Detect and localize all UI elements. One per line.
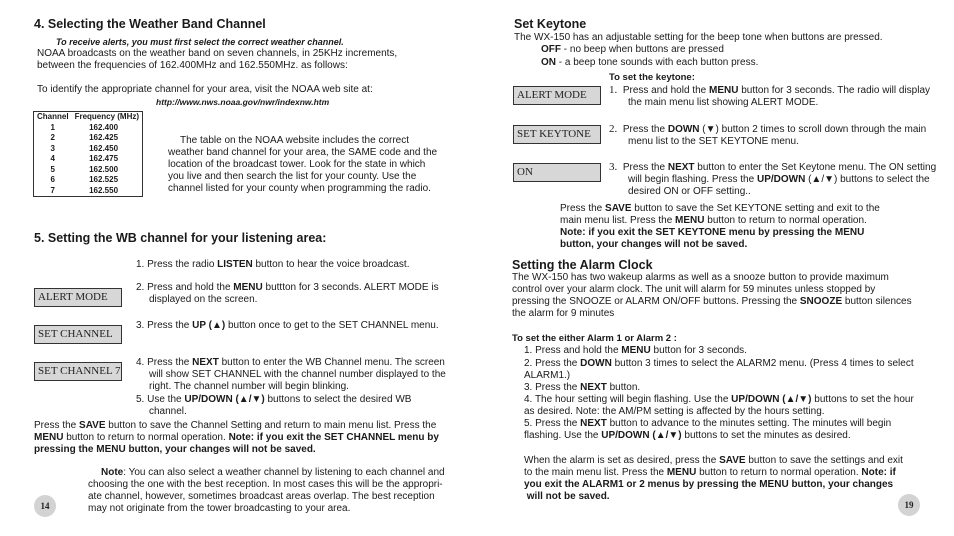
lcd-on: ON [513,163,601,182]
alert-note: To receive alerts, you must first select the correct weather channel. [56,37,344,47]
alarm-step-1: 1. Press and hold the MENU button for 3 seconds. [524,345,747,356]
lcd-alert-mode: ALERT MODE [513,86,601,105]
wb-step-5: 5. Use the UP/DOWN (▲/▼) buttons to select the desired WB channel. [136,394,412,417]
alarm-to-set: To set the either Alarm 1 or Alarm 2 : [512,333,677,344]
noaa-url-link[interactable]: http://www.nws.noaa.gov/nwr/indexnw.htm [156,97,330,107]
frequency-cell: 162.425 [89,133,119,142]
keytone-on-option: ON - a beep tone sounds with each button press. [541,57,759,68]
wb-step-2: 2. Press and hold the MENU buttton for 3 seconds. ALERT MODE is displayed on the screen. [136,282,439,305]
keytone-intro: The WX-150 has an adjustable setting for the beep tone when buttons are pressed. [514,32,883,43]
table-note: The table on the NOAA website includes the correct weather band channel for your area, the SAME code and the location of the broadcast tower. Look for the state in which you live and then search the list for your county. Use the channel listed for your county when programming the radio. [168,135,438,194]
channel-cell: 7 [50,185,55,195]
channel-cell: 6 [50,175,55,184]
channel-cell: 1 [50,122,55,132]
to-set-keytone: To set the keytone: [609,72,695,83]
table-row [34,175,143,186]
lcd-set-channel: SET CHANNEL [34,325,122,344]
keytone-save-paragraph: Press the SAVE button to save the Set KEYTONE setting and exit to the main menu list. Press the MENU button to return to normal operation. Note: if you exit the SET KEYTONE menu by pressing the MENU button, your changes will not be saved. [560,203,880,250]
frequency-cell: 162.550 [89,185,119,195]
alarm-heading: Setting the Alarm Clock [512,258,653,272]
section-5-heading: 5. Setting the WB channel for your listening area: [34,231,327,245]
wb-step-3: 3. Press the UP (▲) button once to get to the SET CHANNEL menu. [136,320,439,331]
keytone-step-3: 3. Press the NEXT button to enter the Set Keytone menu. The ON setting will begin flashing. Press the UP/DOWN (▲/▼) buttons to select the desired ON or OFF setting.. [609,161,937,197]
frequency-cell: 162.400 [89,122,119,132]
channel-cell: 3 [50,143,55,153]
alarm-step-5: 5. Press the NEXT button to advance to the minutes setting. The minutes will begin flashing. Use the UP/DOWN (▲/▼) buttons to set the minutes as desired. [524,418,892,441]
table-row [34,144,143,155]
table-row [34,186,143,197]
section-4-heading: 4. Selecting the Weather Band Channel [34,17,266,31]
channel-cell: 4 [50,154,55,163]
note-paragraph: Note: You can also select a weather channel by listening to each channel and choosing the one with the best reception. In most cases this will be the appropri-ate channel, however, sometimes broadcast areas overlap. The best reception may not originate from the tower broadcasting to your area. [88,467,445,514]
lcd-set-keytone: SET KEYTONE [513,125,601,144]
channel-cell: 2 [50,133,55,142]
keytone-off-option: OFF - no beep when buttons are pressed [541,44,724,55]
table-row [34,165,143,176]
wb-step-1: 1. Press the radio LISTEN button to hear the voice broadcast. [136,259,410,270]
keytone-step-1: 1. Press and hold the MENU button for 3 seconds. The radio will display the main menu list showing ALERT MODE. [609,84,931,108]
page-number-right: 19 [898,494,920,516]
channel-cell: 5 [50,164,55,174]
noaa-paragraph: NOAA broadcasts on the weather band on seven channels, in 25KHz increments, between the frequencies of 162.400MHz and 162.550MHz. as follows: [37,48,398,71]
table-row [34,154,143,165]
frequency-cell: 162.525 [89,175,119,184]
wb-save-paragraph: Press the SAVE button to save the Channel Setting and return to main menu list. Press the MENU button to return to normal operation. Note: if you exit the SET CHANNEL menu by pressing the MENU button, your changes will not be saved. [34,420,439,455]
alarm-step-3: 3. Press the NEXT button. [524,382,641,393]
frequency-cell: 162.500 [89,164,119,174]
alarm-step-2: 2. Press the DOWN button 3 times to select the ALARM2 menu. (Press 4 times to select ALARM1.) [524,358,914,381]
keytone-heading: Set Keytone [514,17,587,31]
wb-step-4: 4. Press the NEXT button to enter the WB Channel menu. The screen will show SET CHANNEL with the channel number displayed to the right. The channel number will begin blinking. [136,357,446,392]
alarm-intro: The WX-150 has two wakeup alarms as well as a snooze button to provide maximum control over your alarm clock. The unit will alarm for 59 minutes unless stopped by pressing the SNOOZE or ALARM ON/OFF buttons. Pressing the SNOOZE button silences the alarm for 9 minutes [512,272,912,319]
identify-text: To identify the appropriate channel for your area, visit the NOAA web site at: [37,84,373,95]
alarm-save-paragraph: When the alarm is set as desired, press the SAVE button to save the settings and exit to the main menu list. Press the MENU button to return to normal operation. Note: if you exit the ALARM1 or 2 menus by pressing the MENU button, your changes will not be saved. [524,455,903,502]
lcd-set-channel-7: SET CHANNEL 7 [34,362,122,381]
keytone-step-2: 2. Press the DOWN (▼) button 2 times to scroll down through the main menu list to the SET KEYTONE menu. [609,123,927,147]
alarm-step-4: 4. The hour setting will begin flashing. Use the UP/DOWN (▲/▼) buttons to set the hour as desired. Note: the AM/PM setting is affected by the hours setting. [524,394,914,417]
lcd-alert-mode: ALERT MODE [34,288,122,307]
frequency-cell: 162.475 [89,154,119,163]
frequency-cell: 162.450 [89,143,119,153]
table-row [34,123,143,134]
frequency-table [33,111,143,197]
table-header-channel: Channel [37,112,69,121]
table-row [34,133,143,144]
table-header-frequency: Frequency (MHz) [74,112,140,121]
page-number-left: 14 [34,495,56,517]
